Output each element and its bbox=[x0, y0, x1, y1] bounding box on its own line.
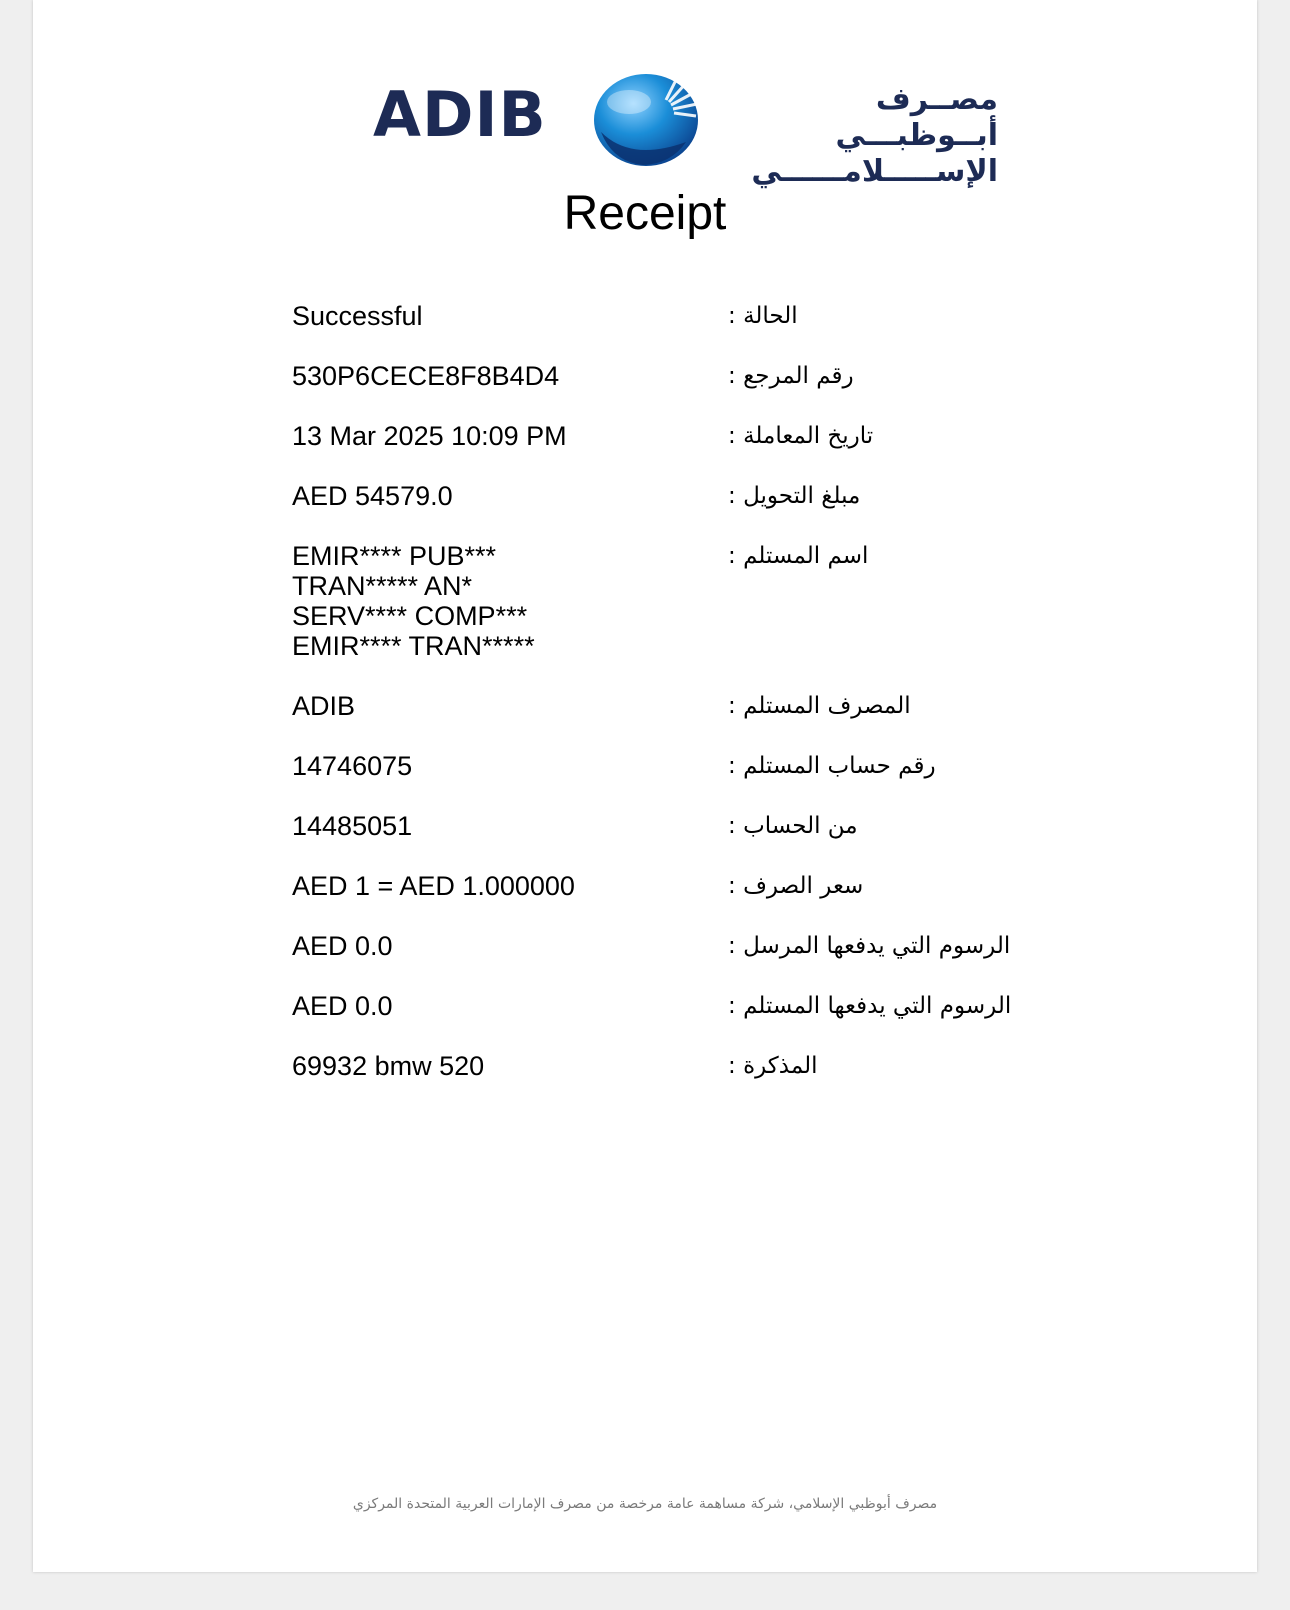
reference-value: 530P6CECE8F8B4D4 bbox=[292, 361, 560, 391]
status-value: Successful bbox=[292, 301, 423, 331]
beneficiary-bank-label: : المصرف المستلم bbox=[728, 693, 911, 719]
beneficiary-fees-label: : الرسوم التي يدفعها المستلم bbox=[728, 993, 1012, 1019]
status-label: : الحالة bbox=[728, 303, 798, 329]
exchange-rate-value: AED 1 = AED 1.000000 bbox=[292, 871, 575, 901]
receipt-title: Receipt bbox=[563, 187, 727, 240]
adib-logo bbox=[373, 72, 998, 189]
sender-fees-value: AED 0.0 bbox=[292, 931, 393, 961]
footer-disclaimer: مصرف أبوظبي الإسلامي، شركة مساهمة عامة مرخصة من مصرف الإمارات العربية المتحدة المركزي bbox=[352, 1496, 938, 1512]
reference-label: : رقم المرجع bbox=[728, 363, 854, 389]
adib-emblem-icon bbox=[591, 72, 701, 168]
transfer-amount-value: AED 54579.0 bbox=[292, 481, 453, 511]
transaction-date-value: 13 Mar 2025 10:09 PM bbox=[292, 421, 567, 451]
beneficiary-fees-value: AED 0.0 bbox=[292, 991, 393, 1021]
beneficiary-account-label: : رقم حساب المستلم bbox=[728, 753, 936, 779]
beneficiary-account-value: 14746075 bbox=[292, 751, 413, 781]
memo-value: 69932 bmw 520 bbox=[292, 1051, 485, 1081]
transfer-amount-label: : مبلغ التحويل bbox=[728, 483, 861, 509]
logo-arabic-text bbox=[718, 82, 998, 190]
exchange-rate-label: : سعر الصرف bbox=[728, 873, 864, 899]
receipt-page bbox=[33, 0, 1257, 1572]
from-account-value: 14485051 bbox=[292, 811, 413, 841]
beneficiary-name-label: : اسم المستلم bbox=[728, 543, 869, 569]
memo-label: : المذكرة bbox=[728, 1053, 818, 1079]
beneficiary-name-value: EMIR**** PUB*** TRAN***** AN* SERV**** COMP*** EMIR**** TRAN***** bbox=[292, 541, 535, 661]
beneficiary-bank-value: ADIB bbox=[292, 691, 356, 721]
sender-fees-label: : الرسوم التي يدفعها المرسل bbox=[728, 933, 1011, 959]
logo-arabic-line1: مصــرف أبــوظبـــي bbox=[835, 82, 998, 153]
logo-latin-text: ADIB bbox=[373, 78, 547, 151]
from-account-label: : من الحساب bbox=[728, 813, 858, 839]
transaction-date-label: : تاريخ المعاملة bbox=[728, 423, 874, 449]
logo-arabic-line2: الإســـــلامــــــي bbox=[751, 154, 998, 189]
